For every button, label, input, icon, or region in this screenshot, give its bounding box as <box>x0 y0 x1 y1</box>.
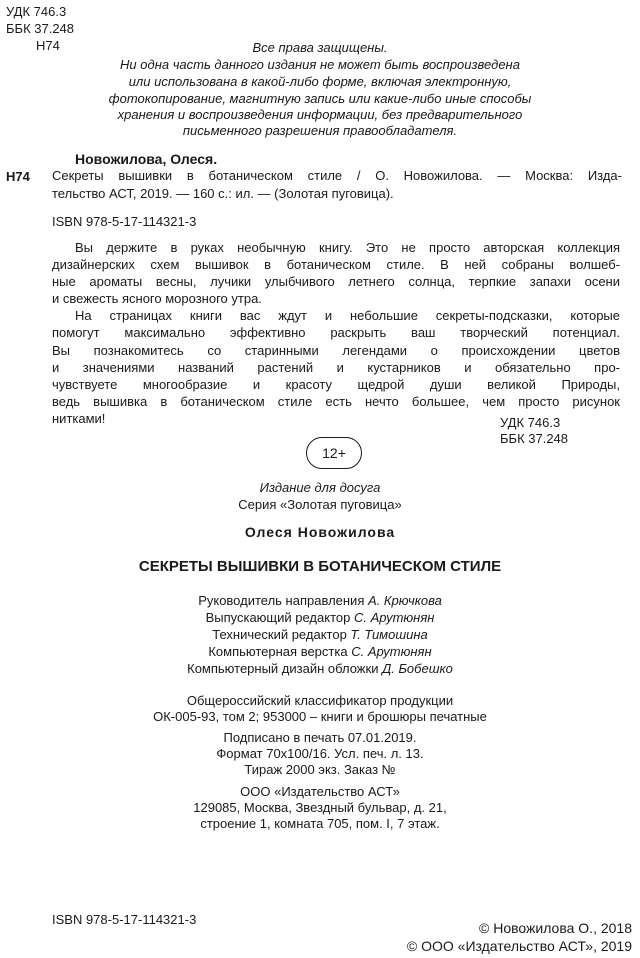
annotation-line: ведь вышивка в ботаническом стиле есть нечто большее, чем просто рисунок <box>52 394 620 409</box>
bibliography-code: Н74 <box>6 169 30 184</box>
udk-code-bottom: УДК 746.3 <box>500 415 561 430</box>
credit-line <box>0 627 640 643</box>
credit-line <box>0 661 640 677</box>
bibliography-isbn: ISBN 978-5-17-114321-3 <box>52 214 197 229</box>
rights-line: или использована в какой-либо форме, включая электронную, <box>128 74 512 89</box>
annotation-line: На страницах книги вас ждут и небольшие секреты-подсказки, которые <box>75 308 620 323</box>
classifier-line: ОК-005-93, том 2; 953000 – книги и брошюры печатные <box>153 709 487 724</box>
bibliography-line: Секреты вышивки в ботаническом стиле / О. Новожилова. — Москва: Изда- <box>52 168 622 183</box>
credit-person: Д. Бобешко <box>382 661 453 676</box>
rights-line: Все права защищены. <box>252 40 388 55</box>
udk-code: УДК 746.3 <box>6 4 67 19</box>
print-info-line: Формат 70x100/16. Усл. печ. л. 13. <box>216 746 424 761</box>
publisher-line: ООО «Издательство АСТ» <box>240 784 400 799</box>
credit-line <box>0 593 640 609</box>
annotation-line: чувствуете многообразие и красоту щедрой души великой Природы, <box>52 377 620 392</box>
annotation-line: дизайнерских схем вышивок в ботаническом стиле. В ней собраны волшеб- <box>52 257 620 272</box>
publisher-line: строение 1, комната 705, пом. I, 7 этаж. <box>200 816 440 831</box>
bibliography-author: Новожилова, Олеся. <box>75 151 218 167</box>
credit-person: А. Крючкова <box>368 593 442 608</box>
copyright-publisher: © ООО «Издательство АСТ», 2019 <box>406 938 632 954</box>
annotation-line: и значениями названий растений и кустарников и обязательно про- <box>52 360 620 375</box>
copyright-author: © Новожилова О., 2018 <box>479 920 632 936</box>
annotation-line: и свежесть ясного морозного утра. <box>52 291 262 306</box>
age-rating-label: 12+ <box>322 445 346 461</box>
author-name: Олеся Новожилова <box>244 524 396 540</box>
credit-role: Руководитель направления <box>198 593 365 608</box>
annotation-line: Вы познакомитесь со старинными легендами о происхождении цветов <box>52 343 620 358</box>
book-title: СЕКРЕТЫ ВЫШИВКИ В БОТАНИЧЕСКОМ СТИЛЕ <box>138 558 502 575</box>
age-rating-badge <box>306 437 362 469</box>
annotation-line: помогут максимально эффективно раскрыть ваш творческий потенциал. <box>52 325 620 340</box>
bbk-code: ББК 37.248 <box>6 21 75 36</box>
credit-role: Компьютерная верстка <box>208 644 348 659</box>
credit-role: Выпускающий редактор <box>205 610 351 625</box>
credit-line <box>0 644 640 660</box>
publisher-line: 129085, Москва, Звездный бульвар, д. 21, <box>193 800 447 815</box>
annotation-line: нитками! <box>52 411 106 426</box>
edition-type: Издание для досуга <box>259 480 381 495</box>
credit-person: С. Арутюнян <box>351 644 432 659</box>
footer-isbn: ISBN 978-5-17-114321-3 <box>52 912 197 927</box>
series-name: Серия «Золотая пуговица» <box>238 497 402 512</box>
rights-line: письменного разрешения правообладателя. <box>182 123 458 138</box>
classifier-line: Общероссийский классификатор продукции <box>186 693 454 708</box>
rights-line: Ни одна часть данного издания не может быть воспроизведена <box>120 57 520 72</box>
credit-person: С. Арутюнян <box>353 610 435 625</box>
bibliography-line: тельство АСТ, 2019. — 160 с.: ил. — (Золотая пуговица). <box>52 186 394 201</box>
print-info-line: Подписано в печать 07.01.2019. <box>223 730 417 745</box>
annotation-line: ные ароматы весны, лучики улыбчивого летнего солнца, терпкие запахи осени <box>52 274 620 289</box>
annotation-line: Вы держите в руках необычную книгу. Это не просто авторская коллекция <box>75 240 620 255</box>
rights-line: хранения и воспроизведения информации, без предварительного <box>117 107 523 122</box>
bbk-code-bottom: ББК 37.248 <box>500 431 569 446</box>
credit-role: Компьютерный дизайн обложки <box>187 661 379 676</box>
credit-line <box>0 610 640 626</box>
rights-line: фотокопирование, магнитную запись или какие-либо иные способы <box>108 91 532 106</box>
author-sign: Н74 <box>36 38 60 53</box>
print-info-line: Тираж 2000 экз. Заказ № <box>244 762 396 777</box>
credit-role: Технический редактор <box>212 627 347 642</box>
credit-person: Т. Тимошина <box>350 627 428 642</box>
